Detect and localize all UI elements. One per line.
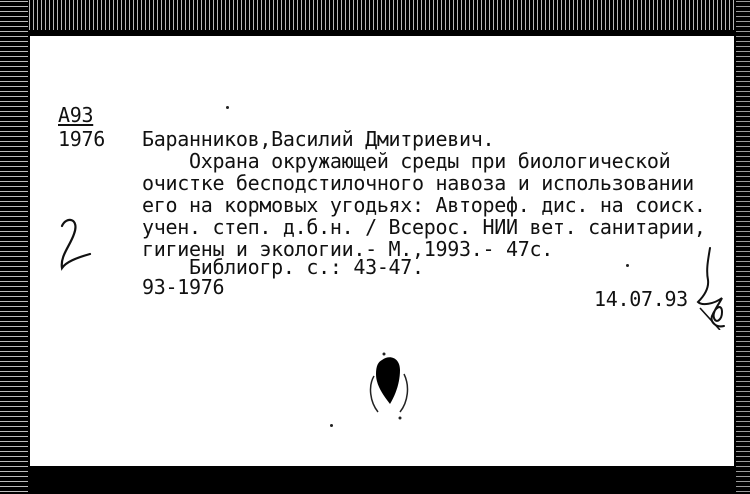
entry-bibliography: Библиогр. с.: 43-47. bbox=[142, 255, 424, 279]
year-code: 1976 bbox=[58, 127, 105, 151]
card-date: 14.07.93 bbox=[594, 287, 688, 311]
signature-icon bbox=[692, 246, 728, 330]
scan-speck bbox=[226, 106, 229, 109]
handwritten-2-icon bbox=[56, 216, 96, 276]
entry-title-line-2: очистке бесподстилочного навоза и использовании bbox=[142, 171, 694, 195]
entry-imprint: гигиены и экологии.- М.,1993.- 47с. bbox=[142, 237, 553, 261]
catalog-card bbox=[30, 36, 734, 466]
scan-speck bbox=[330, 424, 333, 427]
entry-author: Баранников,Василий Дмитриевич. bbox=[142, 127, 495, 151]
entry-title-line-3: его на кормовых угодьях: Автореф. дис. на соиск. bbox=[142, 193, 706, 217]
entry-title-line-4: учен. степ. д.б.н. / Всерос. НИИ вет. санитарии, bbox=[142, 215, 706, 239]
entry-title-line-1: Охрана окружающей среды при биологической bbox=[142, 149, 671, 173]
shelf-mark: A93 bbox=[58, 103, 94, 127]
scan-left-edge bbox=[0, 0, 28, 494]
punch-hole-icon bbox=[360, 346, 420, 426]
accession-number: 93-1976 bbox=[142, 275, 225, 299]
scan-right-edge bbox=[736, 0, 750, 494]
scan-top-edge bbox=[0, 0, 750, 30]
scan-speck bbox=[626, 264, 629, 267]
